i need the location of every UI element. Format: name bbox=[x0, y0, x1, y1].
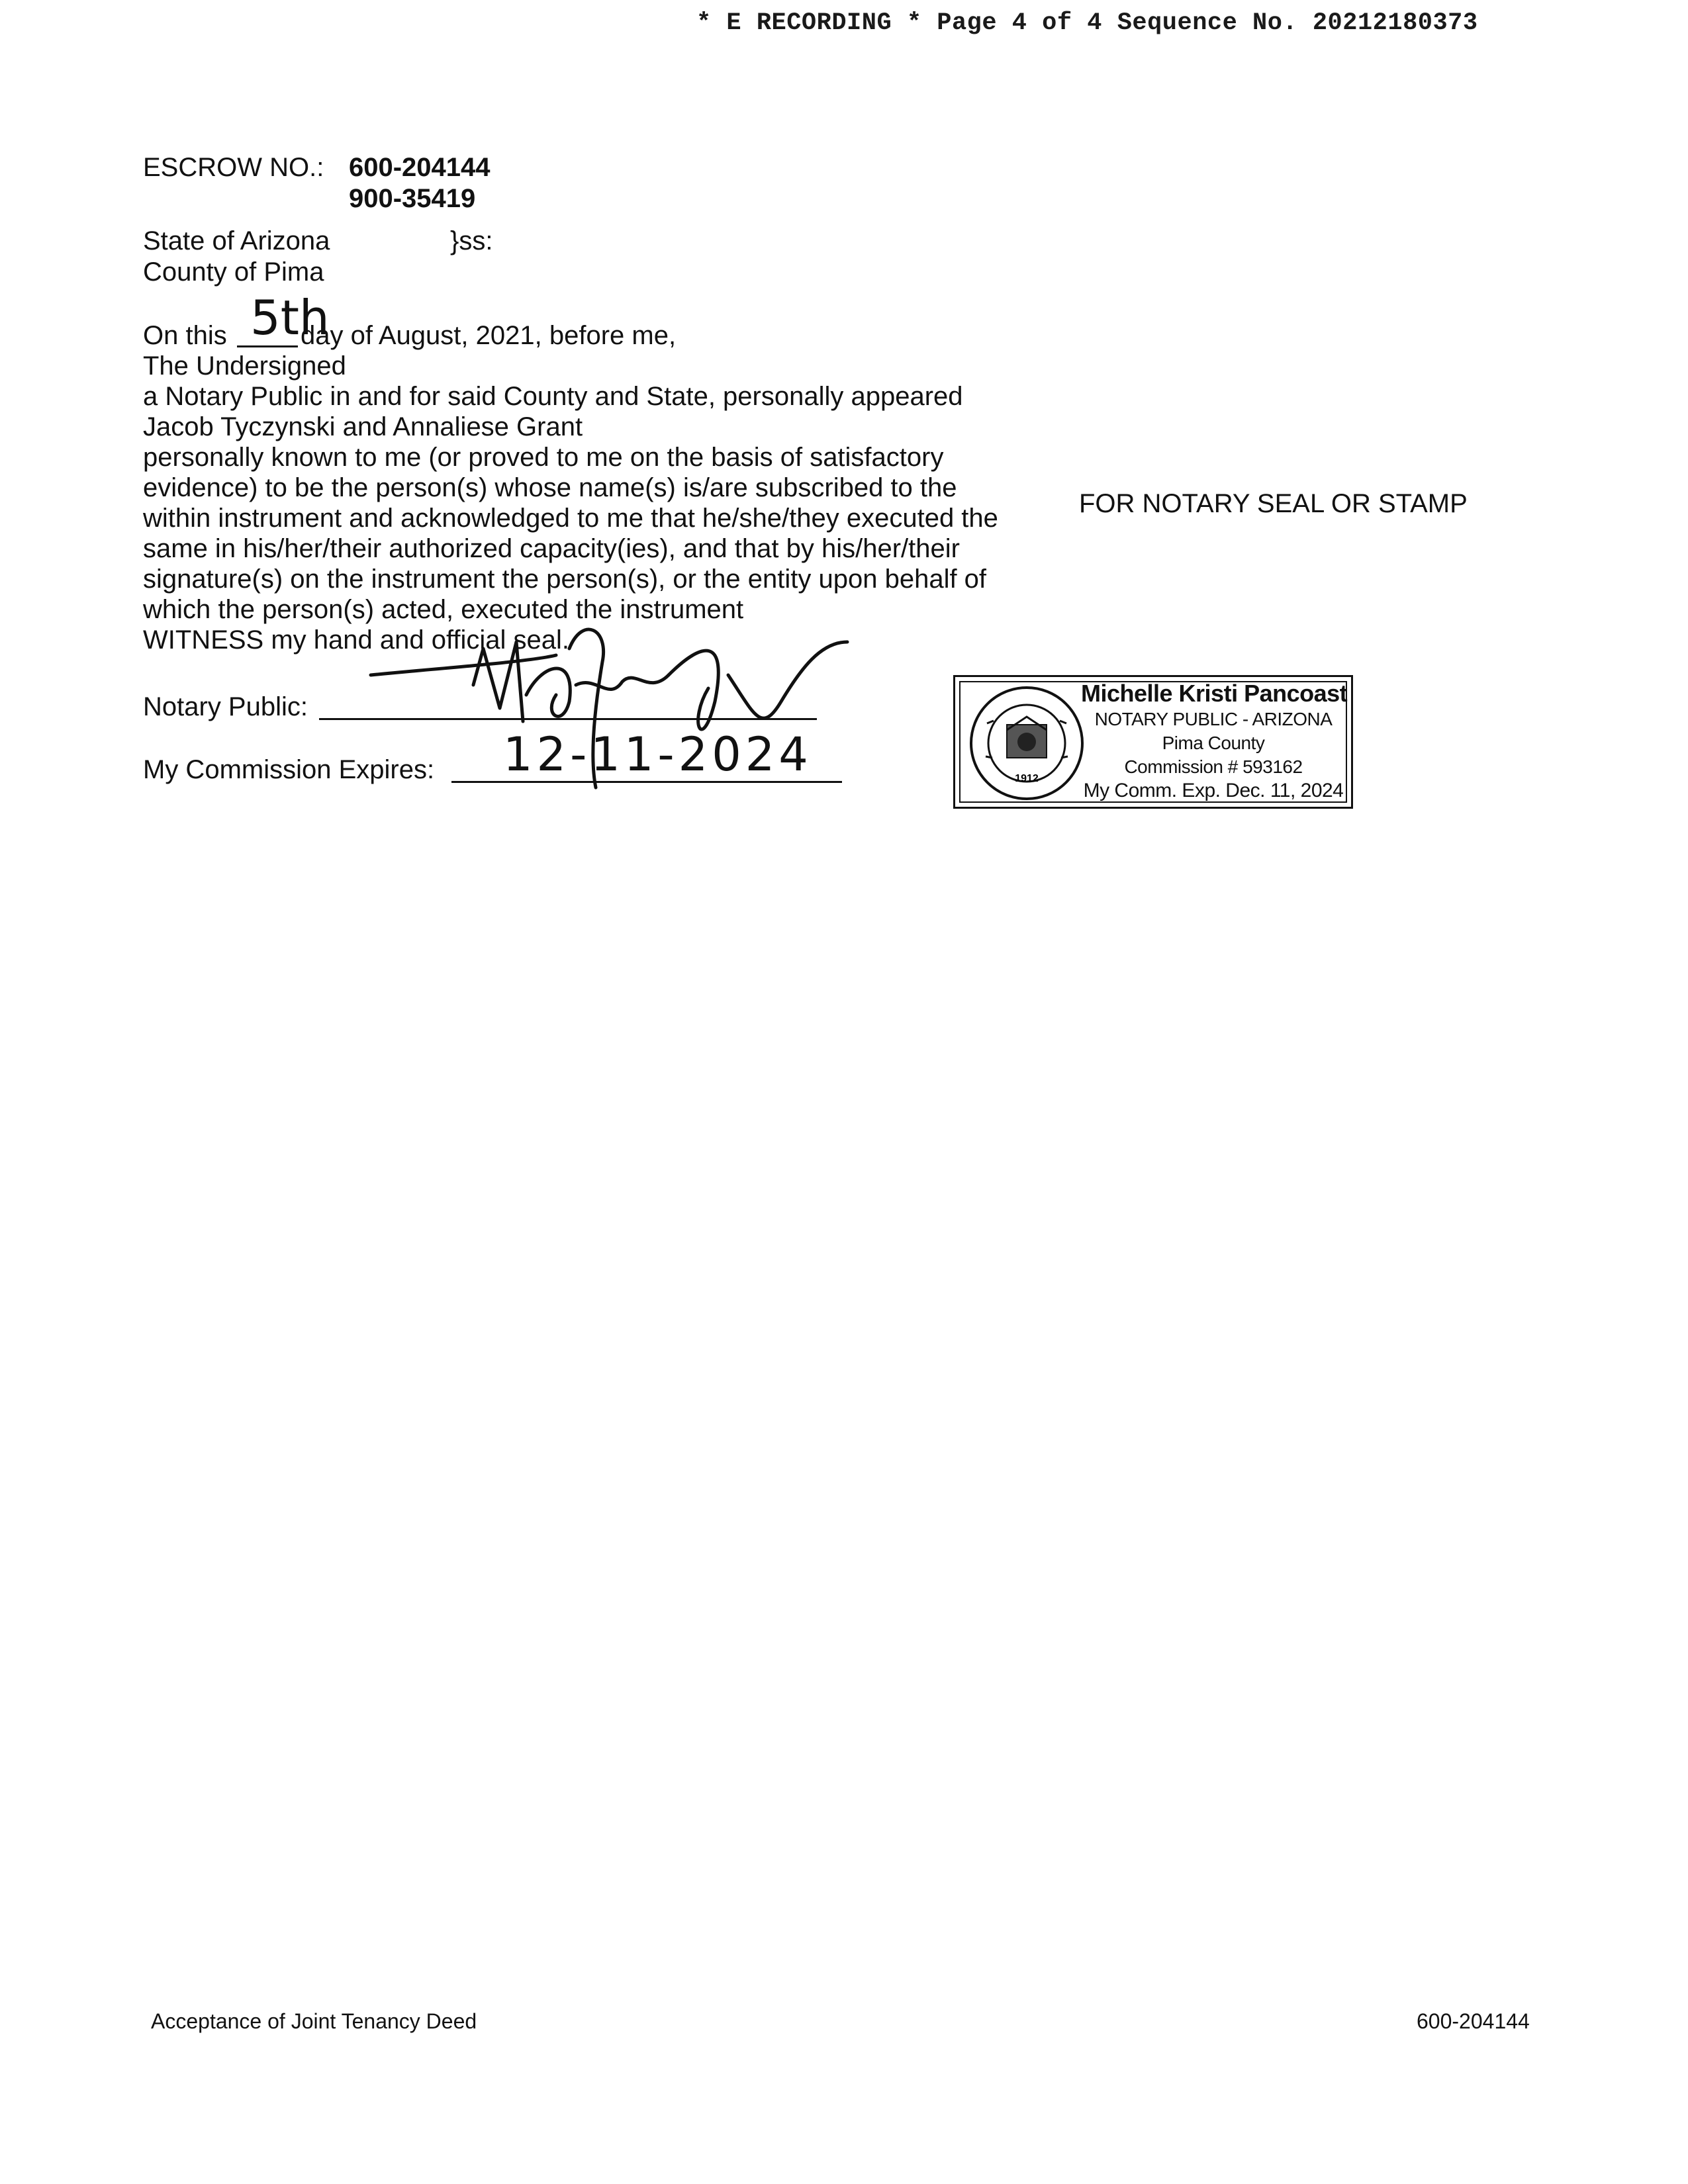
notary-public-label: Notary Public: bbox=[143, 692, 308, 721]
stamp-expires: My Comm. Exp. Dec. 11, 2024 bbox=[1083, 780, 1344, 801]
commission-expires-handwritten: 12-11-2024 bbox=[503, 727, 812, 782]
day-handwritten: 5th bbox=[250, 290, 330, 345]
footer-document-title: Acceptance of Joint Tenancy Deed bbox=[151, 2009, 477, 2033]
notary-stamp bbox=[953, 675, 1353, 809]
ack-body-line: which the person(s) acted, executed the instrument bbox=[143, 595, 744, 624]
ack-date-rest: day of August, 2021, before me, bbox=[301, 321, 677, 350]
ack-body-line: same in his/her/their authorized capacity(ies), and that by his/her/their bbox=[143, 534, 960, 563]
stamp-commission: Commission # 593162 bbox=[1124, 756, 1303, 777]
stamp-title: NOTARY PUBLIC - ARIZONA bbox=[1094, 709, 1333, 729]
venue-state: State of Arizona bbox=[143, 226, 330, 255]
ack-notary-line: a Notary Public in and for said County and State, personally appeared bbox=[143, 382, 963, 411]
stamp-name: Michelle Kristi Pancoast bbox=[1081, 680, 1348, 707]
ack-officer: The Undersigned bbox=[143, 351, 346, 381]
venue-ss: }ss: bbox=[450, 226, 493, 255]
arizona-seal-icon bbox=[967, 684, 1086, 803]
stamp-county: Pima County bbox=[1162, 733, 1265, 753]
recording-header: * E RECORDING * Page 4 of 4 Sequence No. 20212180373 bbox=[696, 9, 1478, 37]
footer-escrow-ref: 600-204144 bbox=[1417, 2009, 1530, 2033]
ack-body-line: signature(s) on the instrument the person(s), or the entity upon behalf of bbox=[143, 565, 987, 594]
ack-body-line: evidence) to be the person(s) whose name(s) is/are subscribed to the bbox=[143, 473, 957, 502]
escrow-number-secondary: 900-35419 bbox=[349, 184, 476, 213]
escrow-number-primary: 600-204144 bbox=[349, 153, 491, 182]
ack-body-line: within instrument and acknowledged to me that he/she/they executed the bbox=[143, 504, 998, 533]
ack-parties: Jacob Tyczynski and Annaliese Grant bbox=[143, 412, 583, 441]
ack-on-this: On this bbox=[143, 321, 227, 350]
commission-expires-label: My Commission Expires: bbox=[143, 755, 435, 784]
ack-body-line: personally known to me (or proved to me on the basis of satisfactory bbox=[143, 443, 944, 472]
svg-text:1912: 1912 bbox=[1015, 773, 1039, 784]
escrow-label: ESCROW NO.: bbox=[143, 153, 324, 182]
venue-county: County of Pima bbox=[143, 257, 324, 287]
seal-area-label: FOR NOTARY SEAL OR STAMP bbox=[1079, 489, 1468, 518]
ack-witness: WITNESS my hand and official seal. bbox=[143, 625, 569, 655]
day-blank-line bbox=[237, 345, 298, 347]
